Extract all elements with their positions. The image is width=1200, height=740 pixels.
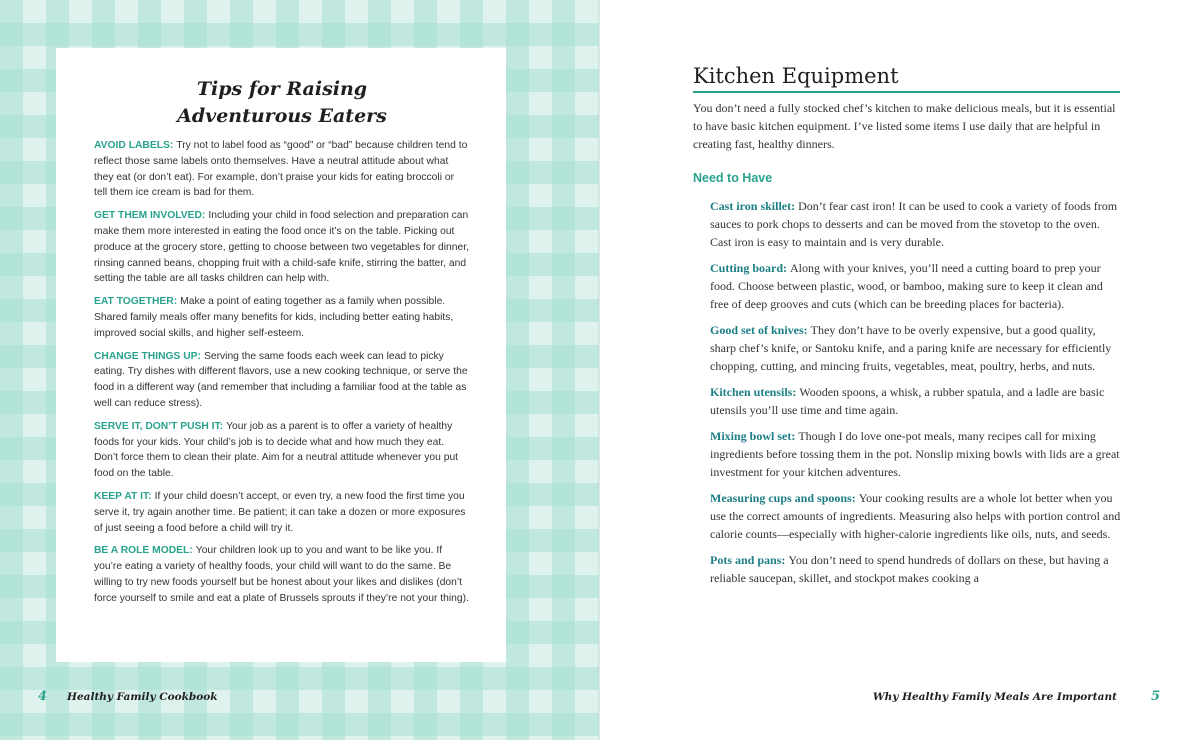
tip-paragraph — [94, 349, 470, 412]
tip-text: Your job as a parent is to offer a variety of healthy foods for your kids. Your child’s job is to decide what and how much they eat. Don’t force them to clean their plate. Aim for a neutral attitude whenever you put food on the table. — [94, 420, 459, 480]
tip-paragraph — [94, 543, 470, 606]
tip-label: GET THEM INVOLVED: — [94, 210, 206, 222]
left-page-number: 4 — [38, 689, 48, 704]
right-page — [600, 0, 1200, 740]
tip-label: KEEP AT IT: — [94, 490, 152, 502]
equipment-text: Wooden spoons, a whisk, a rubber spatula, and a ladle are basic utensils you’ll use time and time again. — [710, 385, 1105, 417]
equipment-text: Though I do love one-pot meals, many recipes call for mixing ingredients before tossing them in the pot. Nonslip mixing bowls with lids are a great investment for your kitchen adventures. — [710, 429, 1120, 479]
equipment-item — [710, 383, 1122, 419]
tip-label: EAT TOGETHER: — [94, 296, 178, 308]
right-footer — [873, 689, 1160, 704]
tips-card — [56, 48, 506, 662]
equipment-item — [710, 321, 1122, 375]
equipment-term: Good set of knives: — [710, 323, 808, 337]
left-running-head: Healthy Family Cookbook — [67, 691, 218, 703]
equipment-text: You don’t need to spend hundreds of dollars on these, but having a reliable saucepan, skillet, and stockpot makes cooking a — [710, 553, 1109, 585]
subhead: Need to Have — [693, 171, 773, 185]
tip-paragraph — [94, 489, 470, 536]
equipment-item — [710, 489, 1122, 543]
equipment-term: Pots and pans: — [710, 553, 786, 567]
tip-text: Make a point of eating together as a family when possible. Shared family meals offer many benefits for kids, including better eating habits, improved social skills, and higher self-esteem. — [94, 296, 454, 339]
tip-text: Your children look up to you and want to be like you. If you’re eating a variety of healthy foods, your child will want to do the same. Be willing to try new foods yourself but be honest about your likes and dislikes (don’t force yourself to smile and eat a plate of Brussels sprouts if they’re not your thing). — [94, 545, 469, 604]
tip-label: BE A ROLE MODEL: — [94, 545, 193, 557]
tip-label: CHANGE THINGS UP: — [94, 350, 201, 362]
tip-label: SERVE IT, DON’T PUSH IT: — [94, 420, 224, 432]
equipment-text: Along with your knives, you’ll need a cutting board to prep your food. Choose between plastic, wood, or bamboo, making sure to keep it clean and free of deep grooves and cuts (which can be breeding places for bacteria). — [710, 261, 1103, 311]
equipment-list — [710, 197, 1122, 595]
tip-text: Including your child in food selection and preparation can make them more interested in eating the food once it’s on the table. Picking out produce at the grocery store, getting to choose between two vegetables for dinner, rinsing canned beans, chopping fruit with a child-safe knife, stirring the batter, and setting the table are all tasks children can help with. — [94, 210, 469, 285]
right-running-head: Why Healthy Family Meals Are Important — [872, 691, 1117, 703]
equipment-term: Cast iron skillet: — [710, 199, 796, 213]
tip-text: Serving the same foods each week can lead to picky eating. Try dishes with different flavors, use a new cooking technique, or serve the food in a different way (and remember that including a familiar food at the table as well can reduce stress). — [94, 350, 468, 409]
tip-paragraph — [94, 294, 470, 341]
equipment-item — [710, 551, 1122, 587]
equipment-item — [710, 427, 1122, 481]
tip-text: Try not to label food as “good” or “bad” because children tend to reflect those same labels onto themselves. Have a neutral attitude about what they eat (or don’t eat). For example, don’t praise your kids for eating broccoli or tell them ice cream is bad for them. — [94, 140, 468, 199]
tips-title-line1: Tips for Raising — [196, 78, 368, 100]
equipment-term: Measuring cups and spoons: — [710, 491, 856, 505]
equipment-term: Mixing bowl set: — [710, 429, 796, 443]
equipment-term: Kitchen utensils: — [710, 385, 797, 399]
equipment-item — [710, 197, 1122, 251]
tips-title — [94, 76, 470, 130]
tip-label: AVOID LABELS: — [94, 140, 174, 151]
tips-title-line2: Adventurous Eaters — [177, 105, 387, 127]
intro-paragraph: You don’t need a fully stocked chef’s kitchen to make delicious meals, but it is essential to have basic kitchen equipment. I’ve listed some items I use daily that are helpful in creating fast, healthy dinners. — [693, 101, 1116, 151]
left-footer — [38, 689, 217, 704]
section-title: Kitchen Equipment — [693, 64, 1120, 93]
equipment-text: They don’t have to be overly expensive, but a good quality, sharp chef’s knife, or Santoku knife, and a paring knife are necessary for efficiently chopping, cutting, and mincing fruits, vegetables, meat, poultry, herbs, and nuts. — [710, 323, 1112, 373]
right-page-number: 5 — [1150, 689, 1160, 704]
equipment-text: Your cooking results are a whole lot better when you use the correct amounts of ingredients. Measuring also helps with portion control and calorie counts—especially with higher-calorie ingredients like oils, nuts, and seeds. — [710, 491, 1121, 541]
equipment-text: Don’t fear cast iron! It can be used to cook a variety of foods from sauces to pork chops to desserts and can be moved from the stovetop to the oven. Cast iron is easy to maintain and is very durable. — [710, 199, 1118, 249]
tip-paragraph — [94, 419, 470, 482]
equipment-term: Cutting board: — [710, 261, 788, 275]
tip-text: If your child doesn’t accept, or even try, a new food the first time you serve it, try again another time. Be patient; it can take a dozen or more exposures of just seeing a food before a child will try it. — [94, 490, 466, 534]
tip-paragraph — [94, 138, 470, 201]
tip-paragraph — [94, 208, 470, 287]
equipment-item — [710, 259, 1122, 313]
